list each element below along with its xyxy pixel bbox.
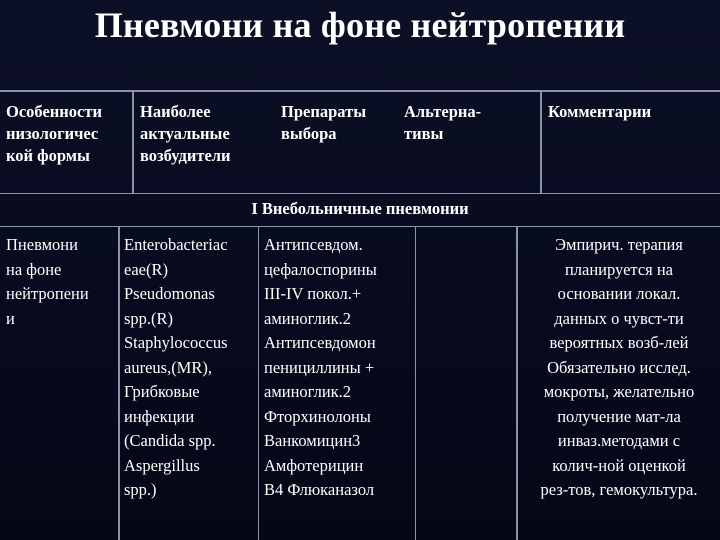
body-divider-3 bbox=[415, 226, 416, 540]
section-title: I Внебольничные пневмонии bbox=[251, 199, 469, 218]
header-drugs: Препараты выбора bbox=[281, 102, 367, 143]
body-divider-1 bbox=[118, 226, 120, 540]
cell-comments: Эмпирич. терапия планируется на основании локал. данных о чувст-ти вероятных возб-лей Обязательно исслед. мокроты, желательно получение мат-ла инваз.методами с колич-ной оценкой рез-тов, гемокультура. bbox=[540, 235, 698, 499]
cell-drugs: Антипсевдом. цефалоспорины III-IV покол.+ аминоглик.2 Антипсевдомон пенициллины + аминоглик.2 Фторхинолоны Ванкомицин3 Амфотерицин В4 Флюканазол bbox=[264, 235, 377, 499]
table-border-section-bottom bbox=[0, 226, 720, 227]
page-title: Пневмони на фоне нейтропении bbox=[94, 5, 626, 45]
header-pathogens: Наиболее актуальные возбудители bbox=[140, 102, 231, 165]
header-divider-1 bbox=[132, 90, 134, 193]
header-alternatives: Альтерна- тивы bbox=[404, 102, 482, 143]
body-divider-2 bbox=[258, 226, 259, 540]
cell-pathogens: Enterobacteriac eae(R) Pseudomonas spp.(R) Staphylococcus aureus,(MR), Грибковые инфекции (Candida spp. Aspergillus spp.) bbox=[124, 235, 228, 499]
header-form: Особенности низологичес кой формы bbox=[6, 102, 102, 165]
table-border-top bbox=[0, 90, 720, 92]
header-divider-2 bbox=[540, 90, 542, 193]
cell-form: Пневмони на фоне нейтропени и bbox=[6, 235, 89, 328]
header-comments: Комментарии bbox=[548, 102, 652, 121]
